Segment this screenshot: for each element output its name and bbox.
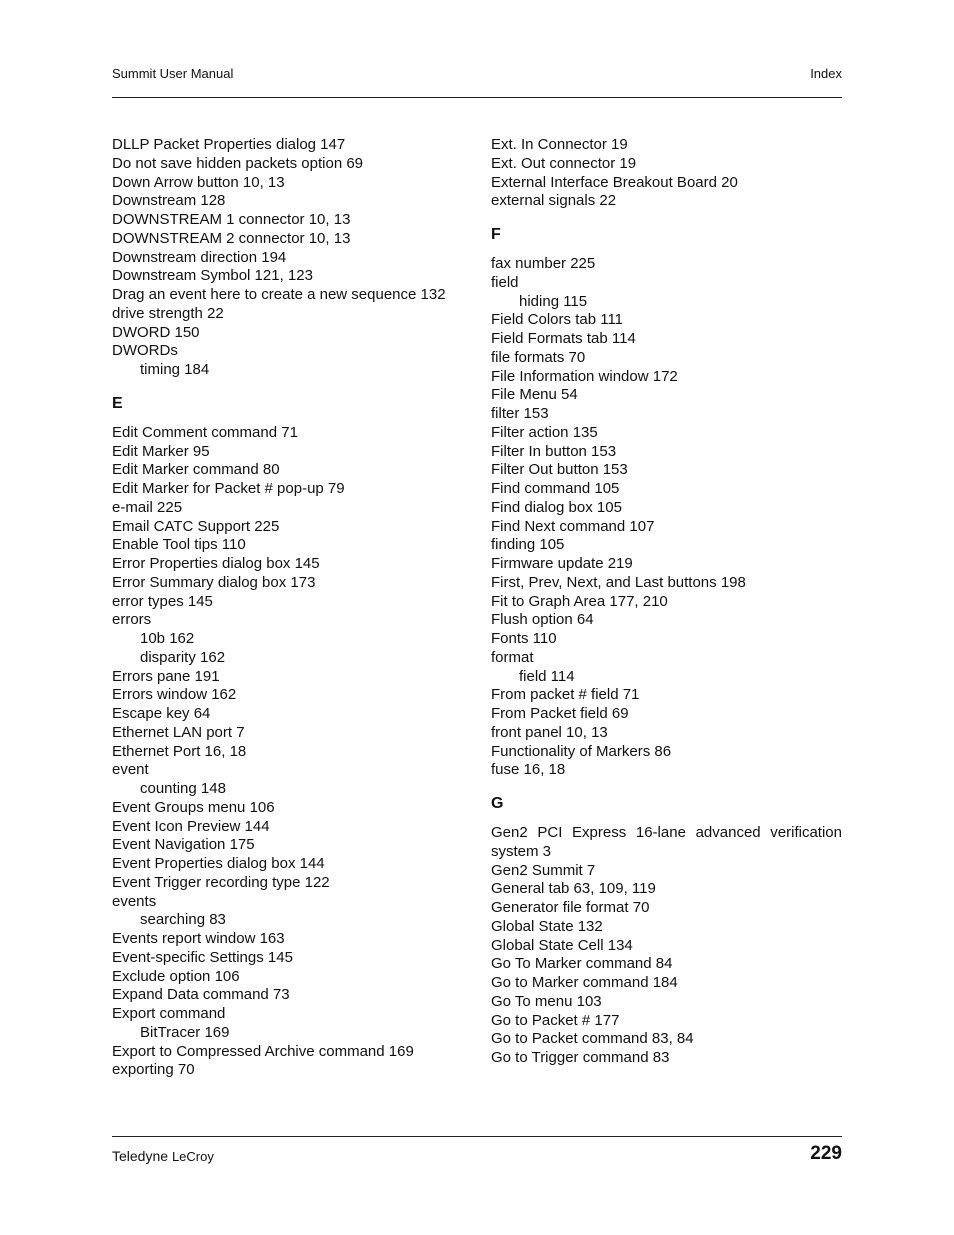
index-entry: Event Groups menu 106 bbox=[112, 798, 275, 816]
footer-company: Teledyne bbox=[112, 1148, 169, 1164]
index-entry: DOWNSTREAM 2 connector 10, 13 bbox=[112, 229, 351, 247]
index-entry: Filter action 135 bbox=[491, 423, 598, 441]
index-entry: Errors pane 191 bbox=[112, 667, 220, 685]
index-entry: Edit Marker for Packet # pop-up 79 bbox=[112, 480, 345, 497]
index-entry: Export to Compressed Archive command 169 bbox=[112, 1042, 414, 1060]
index-entry: Find command 105 bbox=[491, 480, 620, 497]
index-subentry: counting 148 bbox=[140, 780, 226, 797]
index-entry: Downstream 128 bbox=[112, 192, 226, 210]
index-entry: Downstream Symbol 121, 123 bbox=[112, 267, 313, 285]
index-entry: Edit Marker 95 bbox=[112, 442, 210, 460]
header-rule bbox=[112, 97, 842, 98]
index-entry: Exclude option 106 bbox=[112, 967, 240, 985]
index-entry: Go to Marker command 184 bbox=[491, 974, 678, 991]
index-entry: DWORDs bbox=[112, 342, 178, 360]
index-entry: Export command bbox=[112, 1005, 226, 1022]
index-entry: file formats 70 bbox=[491, 348, 586, 366]
index-entry: events bbox=[112, 892, 157, 910]
index-entry: File Information window 172 bbox=[491, 367, 678, 385]
index-entry: External Interface Breakout Board 20 bbox=[491, 173, 738, 191]
index-entry: Ethernet Port 16, 18 bbox=[112, 742, 247, 760]
index-entry: errors bbox=[112, 611, 152, 629]
index-entry: Escape key 64 bbox=[112, 705, 211, 722]
running-header-section: Index bbox=[810, 66, 842, 81]
index-entry: Down Arrow button 10, 13 bbox=[112, 173, 285, 191]
index-entry: event bbox=[112, 761, 149, 779]
index-entry: finding 105 bbox=[491, 536, 565, 554]
index-entry: Global State 132 bbox=[491, 917, 603, 935]
index-entry: Drag an event here to create a new sequence 132 bbox=[112, 286, 446, 303]
index-section-letter: E bbox=[112, 394, 123, 412]
index-entry: Gen2 Summit 7 bbox=[491, 861, 596, 879]
index-entry: exporting 70 bbox=[112, 1061, 195, 1079]
index-column-left bbox=[112, 136, 463, 1080]
index-entry: Errors window 162 bbox=[112, 686, 237, 704]
index-entry: drive strength 22 bbox=[112, 304, 224, 322]
index-entry: Gen2 PCI Express 16-lane advanced verification system 3 bbox=[491, 824, 842, 860]
index-section-letter: F bbox=[491, 226, 501, 243]
index-subentry: searching 83 bbox=[140, 911, 226, 929]
index-entry: DOWNSTREAM 1 connector 10, 13 bbox=[112, 211, 351, 228]
index-entry: From packet # field 71 bbox=[491, 686, 640, 704]
index-entry: Find Next command 107 bbox=[491, 517, 655, 535]
index-entry: Enable Tool tips 110 bbox=[112, 536, 246, 554]
index-section-letter: G bbox=[491, 795, 504, 812]
index-entry: Edit Marker command 80 bbox=[112, 461, 280, 479]
index-entry: Event Icon Preview 144 bbox=[112, 817, 270, 835]
index-entry: Flush option 64 bbox=[491, 611, 594, 629]
index-entry: Firmware update 219 bbox=[491, 555, 633, 572]
index-entry: Ethernet LAN port 7 bbox=[112, 723, 245, 741]
index-entry: fax number 225 bbox=[491, 255, 596, 272]
index-entry: Event Trigger recording type 122 bbox=[112, 873, 330, 891]
index-entry: Error Properties dialog box 145 bbox=[112, 555, 320, 572]
index-subentry: disparity 162 bbox=[140, 648, 226, 666]
index-column-right bbox=[491, 136, 842, 1068]
index-entry: First, Prev, Next, and Last buttons 198 bbox=[491, 573, 746, 591]
index-entry: Downstream direction 194 bbox=[112, 248, 287, 266]
index-subentry: field 114 bbox=[519, 667, 575, 685]
index-entry: field bbox=[491, 273, 519, 291]
index-subentry: BitTracer 169 bbox=[140, 1023, 230, 1041]
index-entry: Go to Packet command 83, 84 bbox=[491, 1030, 694, 1048]
index-entry: DLLP Packet Properties dialog 147 bbox=[112, 136, 346, 153]
index-entry: DWORD 150 bbox=[112, 323, 200, 341]
index-entry: error types 145 bbox=[112, 592, 213, 610]
index-entry: File Menu 54 bbox=[491, 386, 578, 404]
index-entry: Fonts 110 bbox=[491, 630, 557, 647]
index-entry: Do not save hidden packets option 69 bbox=[112, 154, 364, 172]
running-header-title: Summit User Manual bbox=[112, 66, 234, 81]
index-entry: Functionality of Markers 86 bbox=[491, 742, 672, 760]
index-entry: Filter Out button 153 bbox=[491, 461, 628, 479]
index-entry: Global State Cell 134 bbox=[491, 936, 633, 954]
index-entry: e-mail 225 bbox=[112, 498, 183, 516]
index-entry: front panel 10, 13 bbox=[491, 723, 608, 741]
index-entry: Generator file format 70 bbox=[491, 899, 650, 916]
index-entry: Filter In button 153 bbox=[491, 442, 617, 460]
index-entry: Field Formats tab 114 bbox=[491, 330, 636, 347]
page-number: 229 bbox=[810, 1143, 842, 1164]
index-entry: From Packet field 69 bbox=[491, 705, 629, 722]
index-entry: Event-specific Settings 145 bbox=[112, 948, 293, 966]
index-subentry: 10b 162 bbox=[140, 630, 195, 647]
index-entry: Event Properties dialog box 144 bbox=[112, 855, 325, 872]
index-entry: filter 153 bbox=[491, 405, 549, 422]
index-entry: Edit Comment command 71 bbox=[112, 423, 298, 441]
index-subentry: timing 184 bbox=[140, 361, 210, 378]
index-entry: Go To Marker command 84 bbox=[491, 955, 673, 973]
index-entry: Fit to Graph Area 177, 210 bbox=[491, 592, 668, 610]
footer-brand: LeCroy bbox=[171, 1149, 214, 1164]
index-entry: Ext. In Connector 19 bbox=[491, 136, 628, 153]
index-entry: Error Summary dialog box 173 bbox=[112, 573, 316, 591]
index-entry: Expand Data command 73 bbox=[112, 986, 290, 1004]
index-entry: format bbox=[491, 648, 534, 666]
index-entry: General tab 63, 109, 119 bbox=[491, 880, 656, 898]
index-entry: Go to Trigger command 83 bbox=[491, 1049, 670, 1066]
index-entry: external signals 22 bbox=[491, 192, 617, 210]
index-entry: Email CATC Support 225 bbox=[112, 517, 280, 535]
index-entry: Events report window 163 bbox=[112, 930, 285, 947]
footer-rule bbox=[112, 1136, 842, 1137]
index-entry: Go To menu 103 bbox=[491, 992, 602, 1010]
index-entry: fuse 16, 18 bbox=[491, 761, 566, 779]
index-entry: Event Navigation 175 bbox=[112, 836, 255, 854]
index-entry: Field Colors tab 111 bbox=[491, 311, 624, 329]
footer-publisher bbox=[112, 1148, 214, 1164]
index-entry: Go to Packet # 177 bbox=[491, 1011, 620, 1029]
index-entry: Find dialog box 105 bbox=[491, 498, 622, 516]
index-subentry: hiding 115 bbox=[519, 292, 588, 310]
index-entry: Ext. Out connector 19 bbox=[491, 154, 637, 172]
